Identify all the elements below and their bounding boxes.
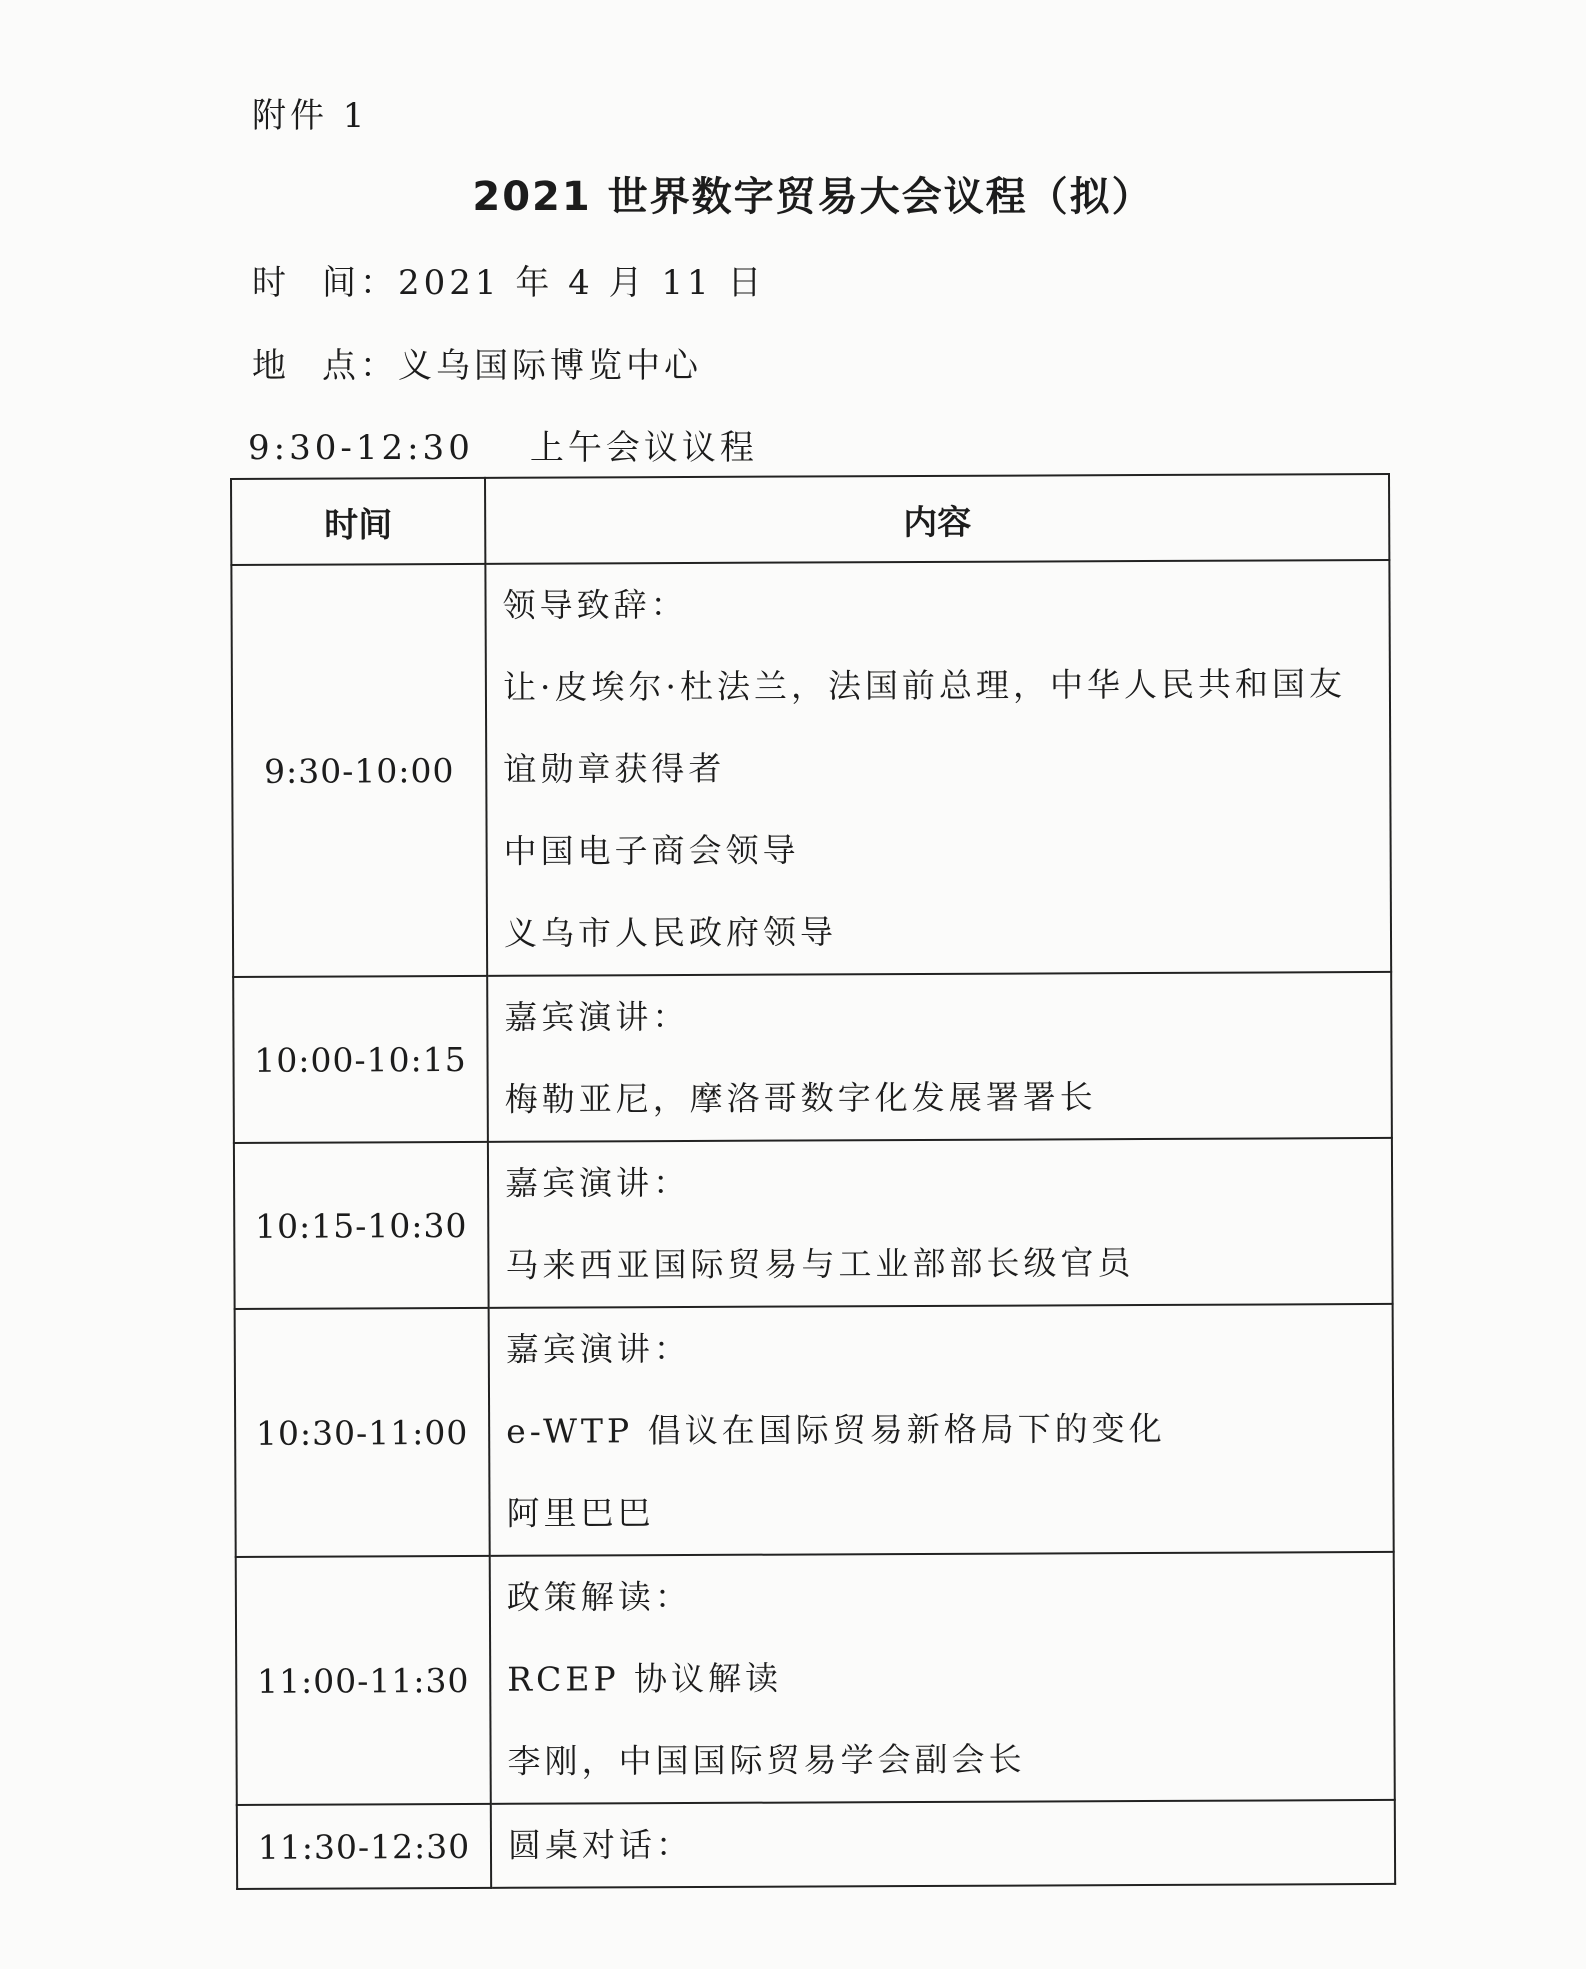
agenda-content-line: 义乌市人民政府领导 (503, 912, 838, 953)
meeting-place-line (252, 338, 702, 387)
agenda-content-line: 李刚，中国国际贸易学会副会长 (507, 1739, 1026, 1781)
agenda-time-cell: 10:30-11:00 (235, 1308, 490, 1557)
agenda-content-line: 谊勋章获得者 (503, 748, 726, 789)
agenda-row (231, 560, 1391, 977)
place-label-char-2: 点： (322, 346, 398, 386)
meeting-venue: 义乌国际博览中心 (398, 346, 702, 386)
session-title: 上午会议议程 (529, 428, 758, 468)
agenda-content-line: 嘉宾演讲： (505, 1328, 691, 1369)
time-label-char-2: 间： (322, 263, 398, 303)
agenda-row (233, 972, 1392, 1143)
agenda-time-cell: 11:00-11:30 (236, 1556, 491, 1805)
session-time: 9:30-12:30 (248, 428, 474, 468)
agenda-content-cell (487, 972, 1392, 1142)
agenda-content-line: 圆桌对话： (507, 1824, 694, 1865)
header-content: 内容 (485, 474, 1389, 564)
agenda-row (237, 1800, 1395, 1889)
agenda-table (230, 473, 1396, 1890)
agenda-content-line: 让·皮埃尔·杜法兰，法国前总理，中华人民共和国友 (502, 664, 1346, 707)
header-time: 时间 (231, 478, 485, 565)
agenda-header-row (231, 474, 1389, 565)
agenda-content-line: 梅勒亚尼，摩洛哥数字化发展署署长 (504, 1077, 1097, 1119)
agenda-content-line: 阿里巴巴 (506, 1493, 655, 1533)
agenda-time-cell: 11:30-12:30 (237, 1804, 491, 1889)
agenda-content-line: 马来西亚国际贸易与工业部部长级官员 (505, 1243, 1135, 1285)
agenda-content-cell (485, 560, 1391, 976)
agenda-content-cell (489, 1304, 1394, 1556)
agenda-content-line: 领导致辞： (502, 585, 688, 625)
agenda-content-cell (488, 1138, 1393, 1308)
meeting-time-line (252, 255, 765, 304)
time-label-char-1: 时 (252, 263, 290, 303)
session-heading (248, 420, 758, 469)
agenda-content-line: e-WTP 倡议在国际贸易新格局下的变化 (506, 1408, 1166, 1451)
agenda-content-line: 政策解读： (506, 1576, 692, 1617)
agenda-row (236, 1552, 1395, 1805)
agenda-body (231, 560, 1395, 1889)
agenda-row (235, 1304, 1394, 1557)
agenda-content-line: 嘉宾演讲： (504, 1162, 691, 1203)
agenda-content-line: RCEP 协议解读 (507, 1658, 783, 1699)
agenda-content-line: 嘉宾演讲： (504, 997, 690, 1037)
agenda-content-cell (490, 1552, 1395, 1804)
agenda-time-cell: 9:30-10:00 (231, 564, 487, 977)
place-label-char-1: 地 (252, 346, 290, 386)
agenda-row (234, 1138, 1393, 1309)
document-title: 2021 世界数字贸易大会议程（拟） (472, 174, 1154, 220)
attachment-label: 附件 1 (252, 96, 369, 136)
agenda-content-cell (491, 1800, 1395, 1888)
agenda-time-cell: 10:15-10:30 (234, 1142, 489, 1309)
agenda-time-cell: 10:00-10:15 (233, 976, 488, 1143)
agenda-content-line: 中国电子商会领导 (503, 830, 800, 871)
meeting-date: 2021 年 4 月 11 日 (398, 263, 766, 303)
